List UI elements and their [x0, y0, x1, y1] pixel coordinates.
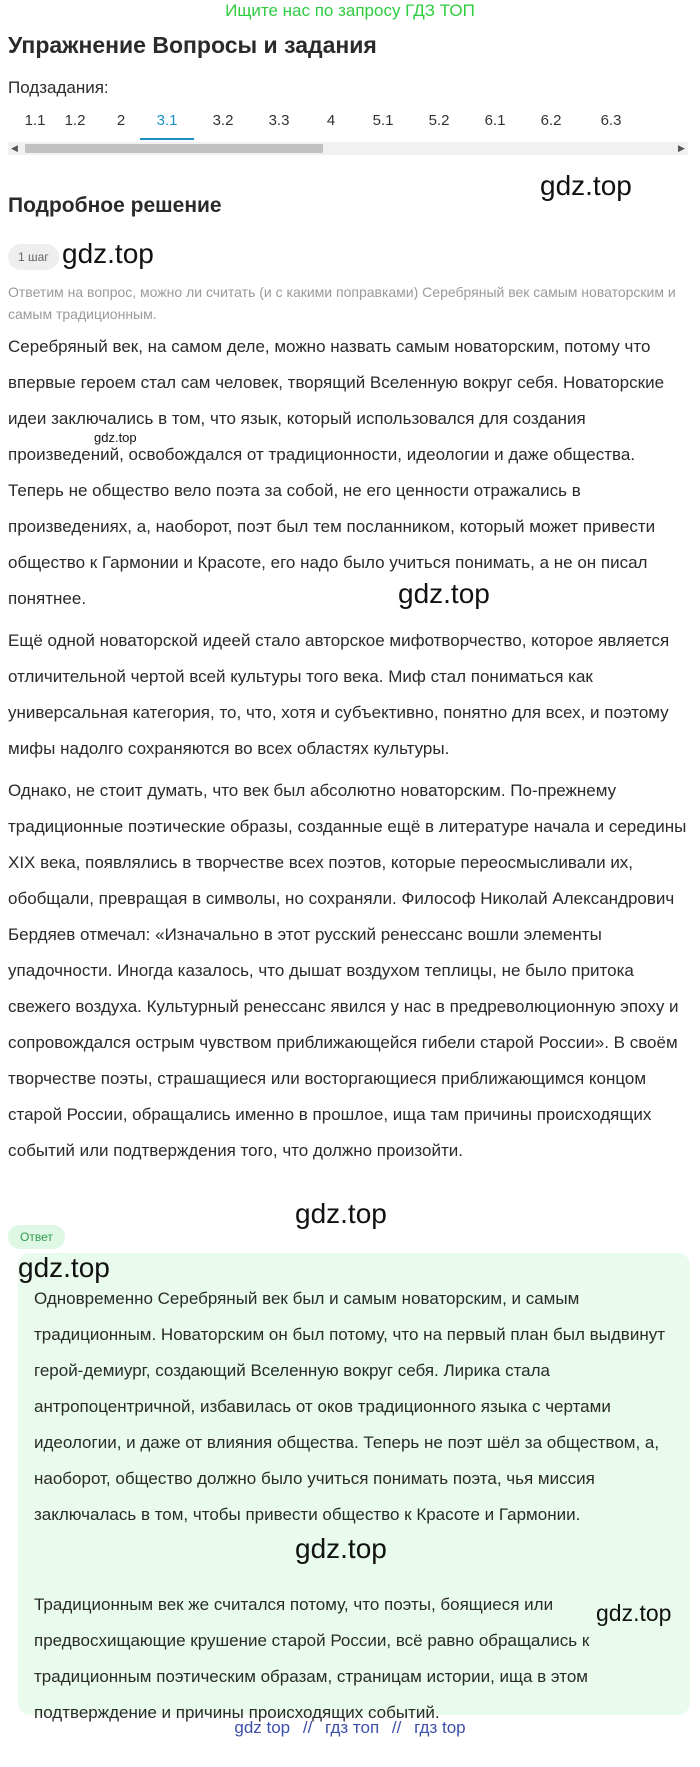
solution-paragraph-3: Однако, не стоит думать, что век был абсолютно новаторским. По-прежнему традиционные поэтические образы, созданные ещё в литературе начала и середины XIX века, появлялись в творчестве всех поэтов, которые переосмысливали их, обобщали, превращая в символы, но сохраняли. Философ Николай Александрович Бердяев отмечал: «Изначально в этот русский ренессанс вошли элементы упадочности. Иногда казалось, что дышат воздухом теплицы, не было притока свежего воздуха. Культурный ренессанс явился у нас в предреволюционную эпоху и сопровождался острым чувством приближающейся гибели старой России». В своём творчестве поэты, страшащиеся или восторгающиеся приближающимся концом старой России, обращались именно в прошлое, ища там причины происходящих событий или подтверждения того, что должно произойти.	[8, 781, 687, 1160]
footer-separator: //	[302, 1718, 313, 1737]
solution-paragraph-1: Серебряный век, на самом деле, можно назвать самым новаторским, потому что впервые героем стал сам человек, творящий Вселенную вокруг себя. Новаторские идеи заключались в том, что язык, который использовался для создания произведений, освобождался от традиционности, идеологии и даже общества. Теперь не общество вело поэта за собой, не его ценности отражались в произведениях, а, наоборот, поэт был тем посланником, который может привести общество к Гармонии и Красоте, его надо было учиться понимать, а не он писал понятнее.	[8, 337, 665, 608]
scroll-left-icon[interactable]: ◀	[11, 143, 18, 153]
step-badge: 1 шаг	[8, 244, 59, 270]
footer-link-gdz-top-ru[interactable]: гдз топ	[325, 1718, 380, 1737]
tab-4[interactable]: 4	[326, 112, 336, 129]
footer-link-gdz-top-mixed[interactable]: гдз top	[414, 1718, 466, 1737]
watermark: gdz.top	[398, 578, 490, 609]
answer-paragraph-1: Одновременно Серебряный век был и самым новаторским, и самым традиционным. Новаторским он был потому, что на первый план был выдвинут герой-демиург, создающий Вселенную вокруг себя. Лирика стала антропоцентричной, избавилась от оков традиционного языка с чертами идеологии, и даже от влияния общества. Теперь не поэт шёл за обществом, а, наоборот, общество должно было учиться понимать поэта, чья миссия заключалась в том, чтобы привести общество к Красоте и Гармонии.	[34, 1289, 665, 1524]
tab-5-2[interactable]: 5.2	[428, 112, 450, 129]
page-title: Упражнение Вопросы и задания	[8, 32, 377, 58]
footer-links	[0, 1716, 700, 1740]
scroll-thumb[interactable]	[25, 144, 323, 153]
watermark: gdz.top	[62, 238, 154, 269]
tab-2[interactable]: 2	[116, 112, 126, 129]
tab-6-2[interactable]: 6.2	[540, 112, 562, 129]
search-banner: Ищите нас по запросу ГДЗ ТОП	[225, 1, 475, 20]
tab-5-1[interactable]: 5.1	[372, 112, 394, 129]
answer-badge: Ответ	[8, 1225, 65, 1249]
step-question: Ответим на вопрос, можно ли считать (и с какими поправками) Серебряный век самым новаторским и самым традиционным.	[8, 284, 676, 322]
subtasks-label: Подзадания:	[8, 78, 109, 97]
watermark: gdz.top	[295, 1198, 387, 1229]
subtask-tabs	[8, 104, 688, 142]
footer-separator: //	[391, 1718, 402, 1737]
watermark: gdz.top	[295, 1533, 387, 1564]
scroll-right-icon[interactable]: ▶	[678, 143, 685, 153]
watermark: gdz.top	[18, 1252, 110, 1283]
footer-link-gdz-top[interactable]: gdz top	[234, 1718, 291, 1737]
tab-6-1[interactable]: 6.1	[484, 112, 506, 129]
solution-heading: Подробное решение	[8, 194, 222, 217]
tabs-scrollbar[interactable]	[8, 142, 688, 155]
watermark: gdz.top	[596, 1600, 672, 1626]
answer-paragraph-2: Традиционным век же считался потому, что поэты, боящиеся или предвосхищающие крушение старой России, всё равно обращались к традиционным поэтическим образам, страницам истории, ища в этом подтверждение и причины происходящих событий.	[34, 1595, 590, 1722]
tab-3-1[interactable]: 3.1	[140, 104, 194, 140]
tab-1-2[interactable]: 1.2	[64, 112, 86, 129]
tab-3-2[interactable]: 3.2	[212, 112, 234, 129]
tab-6-3[interactable]: 6.3	[600, 112, 622, 129]
tab-1-1[interactable]: 1.1	[24, 112, 46, 129]
solution-paragraph-2: Ещё одной новаторской идеей стало авторское мифотворчество, которое является отличительной чертой всей культуры того века. Миф стал пониматься как универсальная категория, то, что, хотя и субъективно, понятно для всех, и поэтому мифы надолго сохраняются во всех областях культуры.	[8, 631, 670, 758]
watermark: gdz.top	[540, 170, 632, 201]
tab-3-3[interactable]: 3.3	[268, 112, 290, 129]
watermark: gdz.top	[94, 430, 137, 445]
